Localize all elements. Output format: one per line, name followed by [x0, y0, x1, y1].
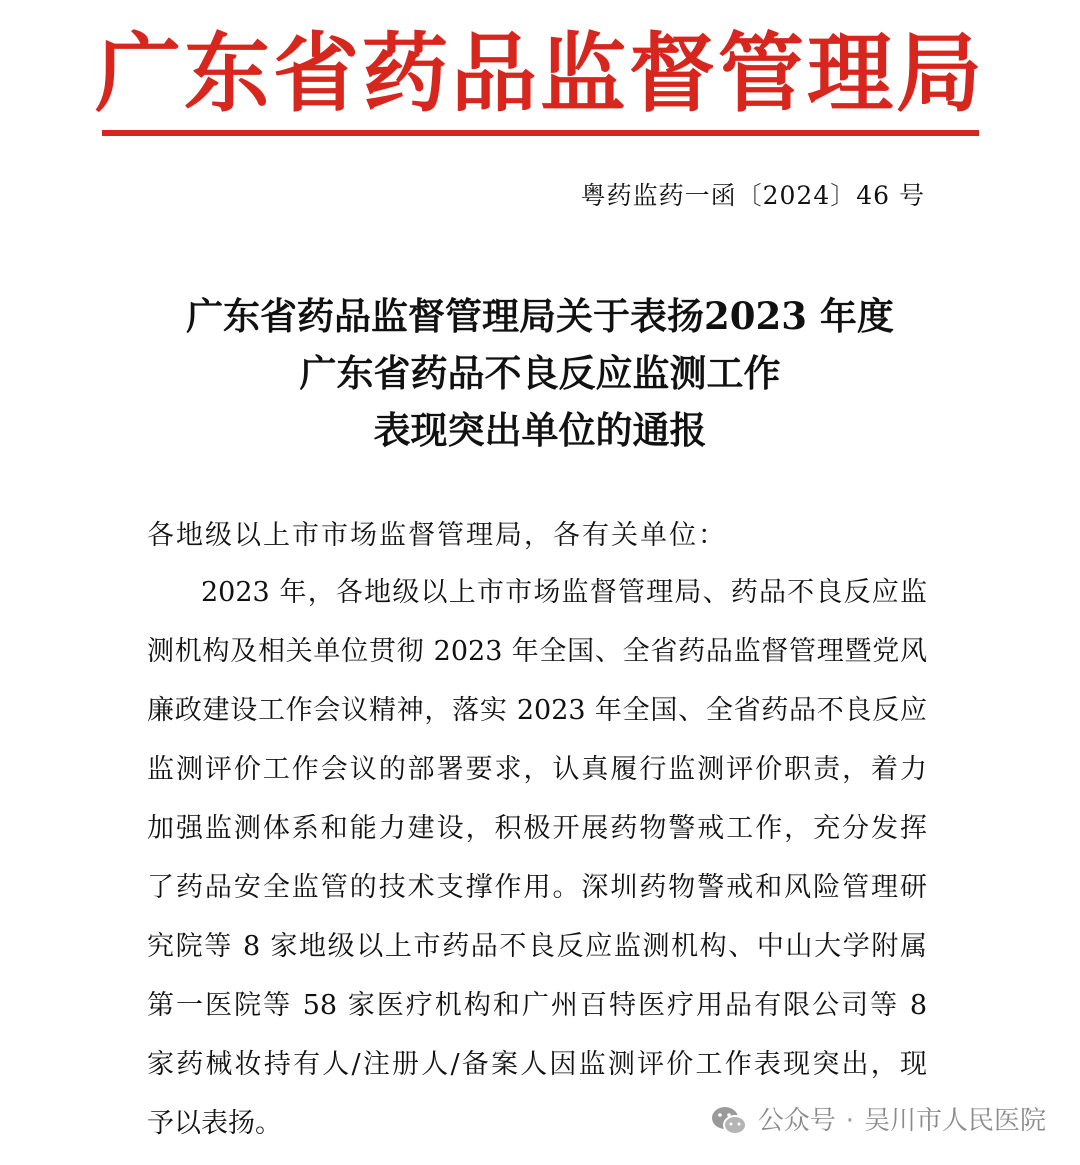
wechat-bubble-small [724, 1116, 746, 1134]
red-divider-line [102, 130, 979, 136]
watermark-separator: · [845, 1106, 854, 1136]
body-line: 加强监测体系和能力建设，积极开展药物警戒工作，充分发挥 [147, 813, 927, 844]
body-line: 测机构及相关单位贯彻 2023 年全国、全省药品监督管理暨党风 [147, 636, 927, 667]
title-line-3: 表现突出单位的通报 [373, 408, 707, 452]
wechat-eye [737, 1123, 740, 1126]
document-title [0, 288, 1080, 459]
body-line: 了药品安全监管的技术支撑作用。深圳药物警戒和风险管理研 [147, 872, 927, 903]
agency-masthead: 广东省药品监督管理局 [95, 24, 985, 124]
document-number: 粤药监药一函〔2024〕46 号 [580, 181, 925, 210]
wechat-eye [727, 1113, 731, 1117]
body-line: 家药械妆持有人/注册人/备案人因监测评价工作表现突出，现 [147, 1049, 927, 1080]
wechat-icon [710, 1104, 748, 1138]
wechat-eye [718, 1113, 722, 1117]
body-line: 监测评价工作会议的部署要求，认真履行监测评价职责，着力 [147, 754, 927, 785]
body-line: 第一医院等 58 家医疗机构和广州百特医疗用品有限公司等 8 [147, 990, 927, 1021]
body-line: 廉政建设工作会议精神，落实 2023 年全国、全省药品不良反应 [147, 695, 927, 726]
red-divider-rect [102, 130, 979, 136]
body-line: 究院等 8 家地级以上市药品不良反应监测机构、中山大学附属 [147, 931, 927, 962]
wechat-eye [729, 1123, 732, 1126]
wechat-watermark [710, 1104, 1046, 1138]
body-paragraph [147, 575, 927, 1165]
watermark-account: 吴川市人民医院 [863, 1106, 1046, 1136]
body-line: 予以表扬。 [147, 1108, 282, 1139]
title-line-1: 广东省药品监督管理局关于表扬2023 年度 [186, 294, 894, 338]
title-line-2: 广东省药品不良反应监测工作 [299, 351, 781, 395]
salutation: 各地级以上市市场监督管理局，各有关单位： [147, 520, 727, 551]
body-line: 2023 年，各地级以上市市场监督管理局、药品不良反应监 [201, 577, 927, 608]
watermark-label: 公众号 [757, 1106, 836, 1136]
